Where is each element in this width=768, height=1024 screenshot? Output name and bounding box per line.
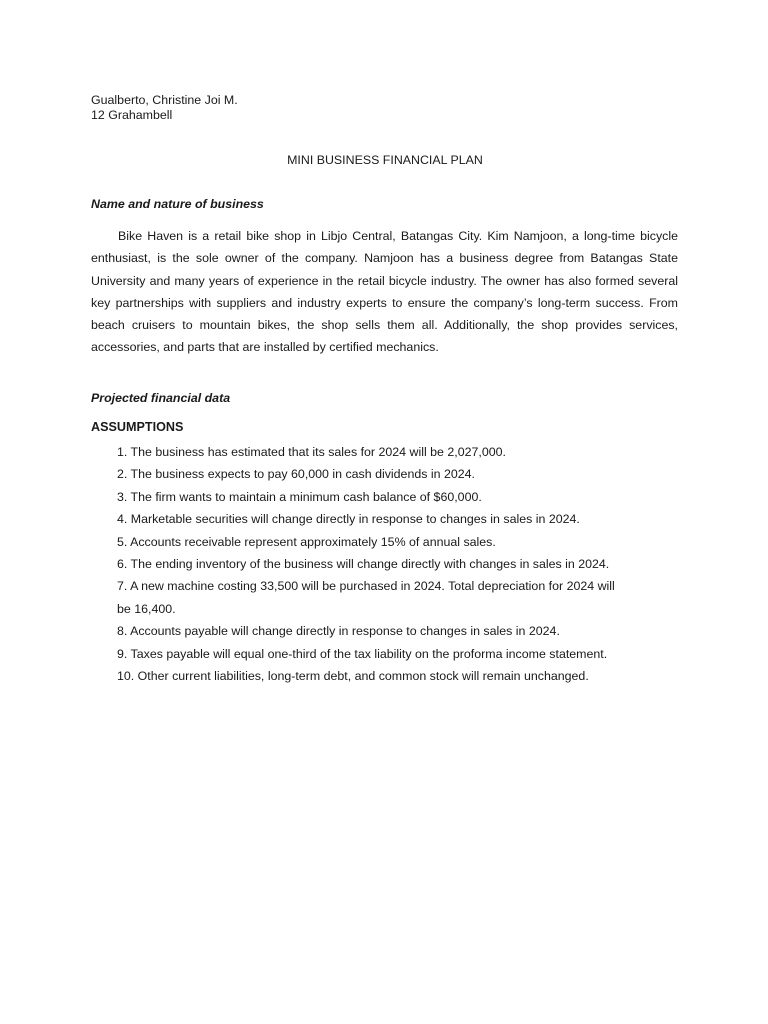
section-heading-nature: Name and nature of business (91, 197, 264, 211)
document-title: MINI BUSINESS FINANCIAL PLAN (287, 153, 483, 167)
assumption-item: 10. Other current liabilities, long-term debt, and common stock will remain unchanged. (117, 669, 589, 684)
assumption-item: 3. The firm wants to maintain a minimum cash balance of $60,000. (117, 489, 482, 504)
author-section: 12 Grahambell (91, 108, 173, 122)
author-block (91, 93, 238, 123)
assumptions-list (117, 441, 637, 687)
section-heading-financial: Projected financial data (91, 391, 231, 405)
assumption-item-continuation: be 16,400. (117, 601, 176, 616)
assumption-item: 6. The ending inventory of the business will change directly with changes in sales in 2024. (117, 557, 610, 572)
assumption-item: 8. Accounts payable will change directly in response to changes in sales in 2024. (117, 624, 560, 639)
assumption-item: 9. Taxes payable will equal one-third of the tax liability on the proforma income statement. (117, 646, 608, 661)
author-name: Gualberto, Christine Joi M. (91, 93, 238, 107)
assumption-item: 7. A new machine costing 33,500 will be purchased in 2024. Total depreciation for 2024 will (117, 579, 615, 594)
business-description-paragraph: Bike Haven is a retail bike shop in Libjo Central, Batangas City. Kim Namjoon, a long-time bicycle enthusiast, is the sole owner of the company. Namjoon has a business degree from Batangas State University and many years of experience in the retail bicycle industry. The owner has also formed several key partnerships with suppliers and industry experts to ensure the company’s long-term success. From beach cruisers to mountain bikes, the shop sells them all. Additionally, the shop provides services, accessories, and parts that are installed by certified mechanics. (91, 229, 678, 355)
assumption-item: 5. Accounts receivable represent approximately 15% of annual sales. (117, 534, 496, 549)
assumptions-heading: ASSUMPTIONS (91, 420, 184, 434)
assumption-item: 4. Marketable securities will change directly in response to changes in sales in 2024. (117, 512, 580, 527)
document-title-row (0, 152, 768, 168)
assumption-item: 1. The business has estimated that its sales for 2024 will be 2,027,000. (117, 445, 506, 459)
assumption-item: 2. The business expects to pay 60,000 in cash dividends in 2024. (117, 467, 475, 482)
